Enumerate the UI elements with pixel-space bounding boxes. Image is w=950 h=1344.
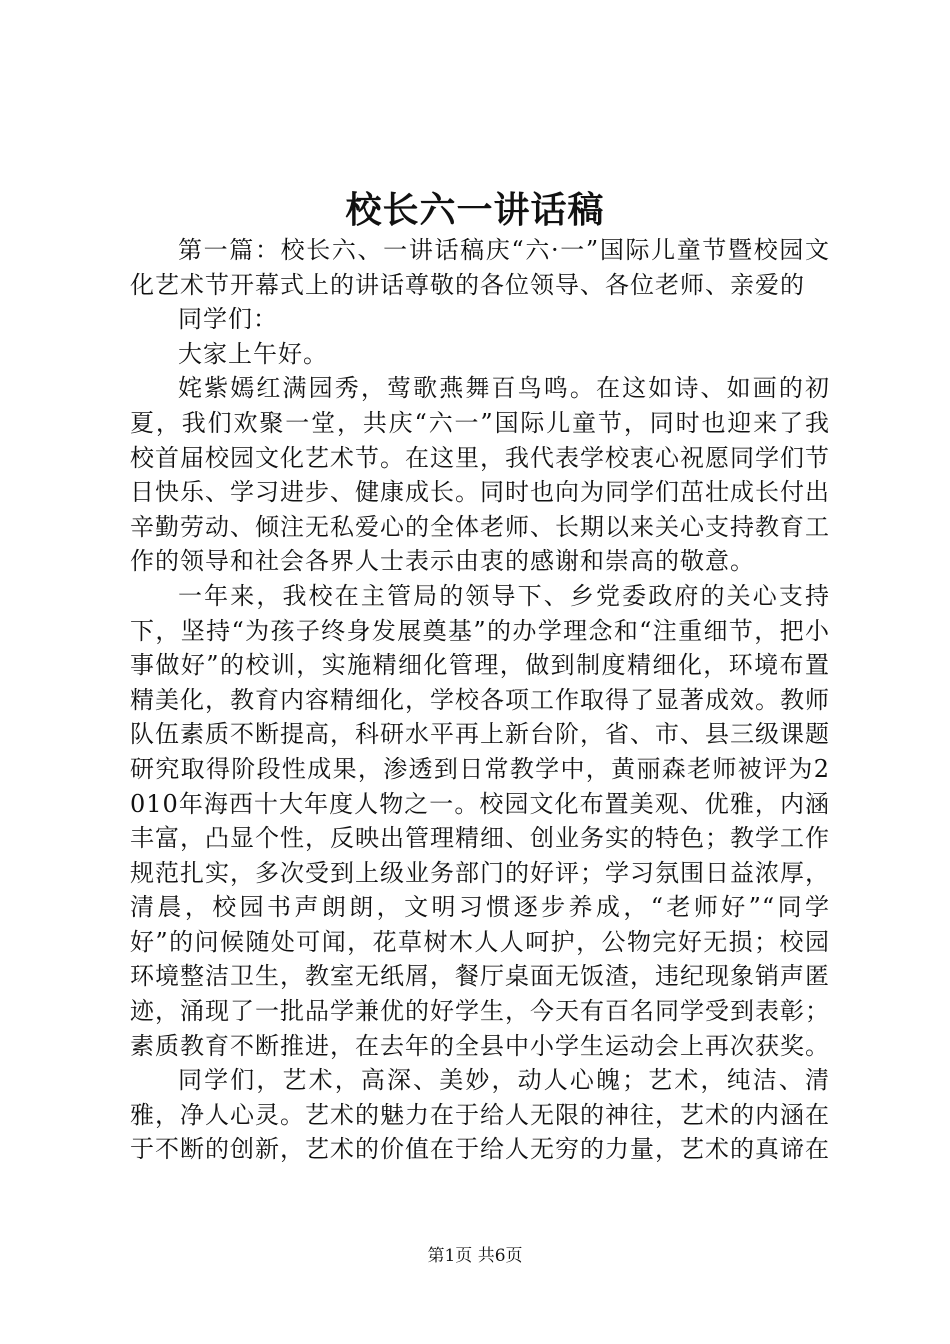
paragraph-intro: 第一篇：校长六、一讲话稿庆“六·一”国际儿童节暨校园文化艺术节开幕式上的讲话尊敬的各位领导、各位老师、亲爱的 (130, 236, 830, 299)
paragraph-achievements: 一年来，我校在主管局的领导下、乡党委政府的关心支持下，坚持“为孩子终身发展奠基”的办学理念和“注重细节，把小事做好”的校训，实施精细化管理，做到制度精细化，环境布置精美化，教育内容精细化，学校各项工作取得了显著成效。教师队伍素质不断提高，科研水平再上新台阶，省、市、县三级课题研究取得阶段性成果，渗透到日常教学中，黄丽森老师被评为2010年海西十大年度人物之一。校园文化布置美观、优雅，内涵丰富，凸显个性，反映出管理精细、创业务实的特色；教学工作规范扎实，多次受到上级业务部门的好评；学习氛围日益浓厚，清晨，校园书声朗朗，文明习惯逐步养成，“老师好”“同学好”的问候随处可闻，花草树木人人呵护，公物完好无损；校园环境整洁卫生，教室无纸屑，餐厅桌面无饭渣，违纪现象销声匿迹，涌现了一批品学兼优的好学生，今天有百名同学受到表彰；素质教育不断推进，在去年的全县中小学生运动会上再次获奖。 (130, 581, 830, 1060)
paragraph-opening: 姹紫嫣红满园秀，莺歌燕舞百鸟鸣。在这如诗、如画的初夏，我们欢聚一堂，共庆“六一”国际儿童节，同时也迎来了我校首届校园文化艺术节。在这里，我代表学校衷心祝愿同学们节日快乐、学习进步、健康成长。同时也向为同学们茁壮成长付出辛勤劳动、倾注无私爱心的全体老师、长期以来关心支持教育工作的领导和社会各界人士表示由衷的感谢和崇高的敬意。 (130, 374, 830, 576)
document-title: 校长六一讲话稿 (345, 189, 605, 231)
paragraph-art: 同学们，艺术，高深、美妙，动人心魄；艺术，纯洁、清雅，净人心灵。艺术的魅力在于给人无限的神往，艺术的内涵在于不断的创新，艺术的价值在于给人无穷的力量，艺术的真谛在 (130, 1066, 830, 1164)
page-number: 第1页 共6页 (427, 1246, 523, 1266)
paragraph-salutation: 同学们： (178, 305, 278, 334)
document-body (130, 233, 830, 1167)
paragraph-greeting: 大家上午好。 (178, 339, 328, 368)
